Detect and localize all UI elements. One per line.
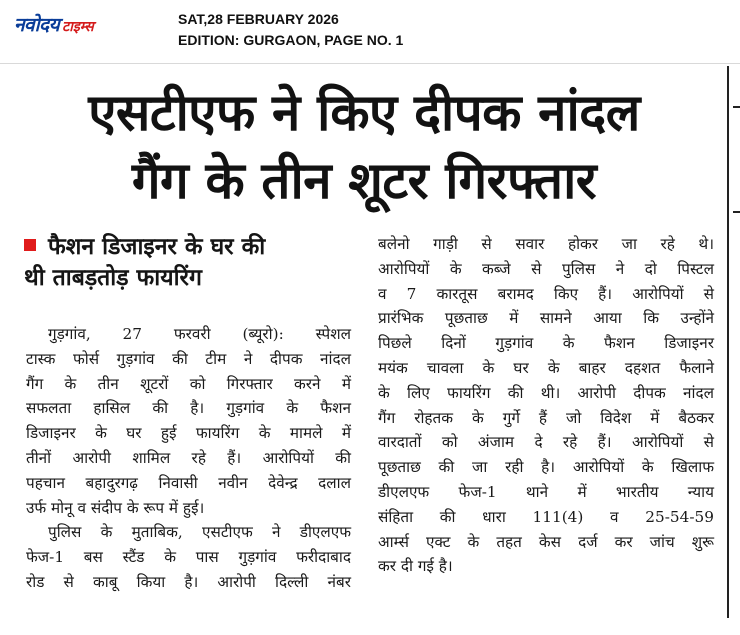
headline-line-1: एसटीएफ ने किए दीपक नांदल [88,84,640,143]
body-line: पहचान बहादुरगढ़ निवासी नवीन देवेन्द्र दलाल [26,473,351,492]
body-line: वारदातों को अंजाम दे रहे हैं। आरोपियों से [378,433,714,452]
body-line: रोड से काबू किया है। आरोपी दिल्ली नंबर [26,572,351,591]
body-line: मयंक चावला के घर के बाहर दहशत फैलाने [378,358,714,377]
body-line: टास्क फोर्स गुड़गांव की टीम ने दीपक नांदल [26,349,351,368]
adjacent-column-border [727,66,740,618]
article-subhead [24,232,364,294]
body-line: फेज-1 बस स्टैंड के पास गुड़गांव फरीदाबाद [26,548,351,567]
newspaper-logo [14,11,94,37]
red-square-bullet-icon [24,239,36,251]
edition-page: EDITION: GURGAON, PAGE NO. 1 [178,32,404,48]
body-line: डिजाइनर के घर हुई फायरिंग के मामले में [26,424,351,443]
body-line: पुलिस के मुताबिक, एसटीएफ ने डीएलएफ [48,523,351,542]
body-line: गैंग के तीन शूटरों को गिरफ्तार करने में [26,374,351,393]
body-line: प्रारंभिक पूछताछ में सामने आया कि उन्होंने [378,309,714,328]
border-tick-1 [733,106,740,108]
logo-sub-text: टाइम्स [62,19,94,35]
body-line: तीनों आरोपी शामिल रहे हैं। आरोपियों की [26,448,351,467]
edition-info [178,9,403,51]
body-line: गुड़गांव, 27 फरवरी (ब्यूरो): स्पेशल [48,325,351,343]
body-line: आरोपियों के कब्जे से पुलिस ने दो पिस्टल [378,259,714,278]
body-line: संहिता की धारा 111(4) व 25-54-59 [378,507,714,526]
body-line: व 7 कारतूस बरामद किए हैं। आरोपियों से [378,284,714,303]
body-line: कर दी गई है। [378,557,453,576]
body-line: सफलता हासिल की है। गुड़गांव के फैशन [26,399,351,418]
body-line: बलेनो गाड़ी से सवार होकर जा रहे थे। [378,235,714,253]
subhead-line-1: फैशन डिजाइनर के घर की [48,234,266,260]
headline-line-2: गैंग के तीन शूटर गिरफ्तार [131,152,597,211]
masthead-divider [0,63,740,64]
body-line: पूछताछ की जा रही है। आरोपियों के खिलाफ [378,458,714,477]
article-headline [8,80,720,216]
body-line: पिछले दिनों गुड़गांव के फैशन डिजाइनर [378,334,714,353]
subhead-line-2: थी ताबड़तोड़ फायरिंग [24,265,202,291]
masthead-bar [0,0,740,62]
logo-main-text: नवोदय [14,14,60,36]
border-tick-2 [733,211,740,213]
issue-date: SAT,28 FEBRUARY 2026 [178,11,339,27]
body-line: डीएलएफ फेज-1 थाने में भारतीय न्याय [378,482,714,501]
body-line: के लिए फायरिंग की थी। आरोपी दीपक नांदल [378,383,714,402]
body-line: उर्फ मोनू व संदीप के रूप में हुई। [26,498,205,517]
body-line: आर्म्स एक्ट के तहत केस दर्ज कर जांच शुरू [378,532,714,551]
body-line: गैंग रोहतक के गुर्गे हैं जो विदेश में बैठकर [378,408,714,427]
article-body-left-column [26,322,351,595]
article-body-right-column [378,232,714,579]
